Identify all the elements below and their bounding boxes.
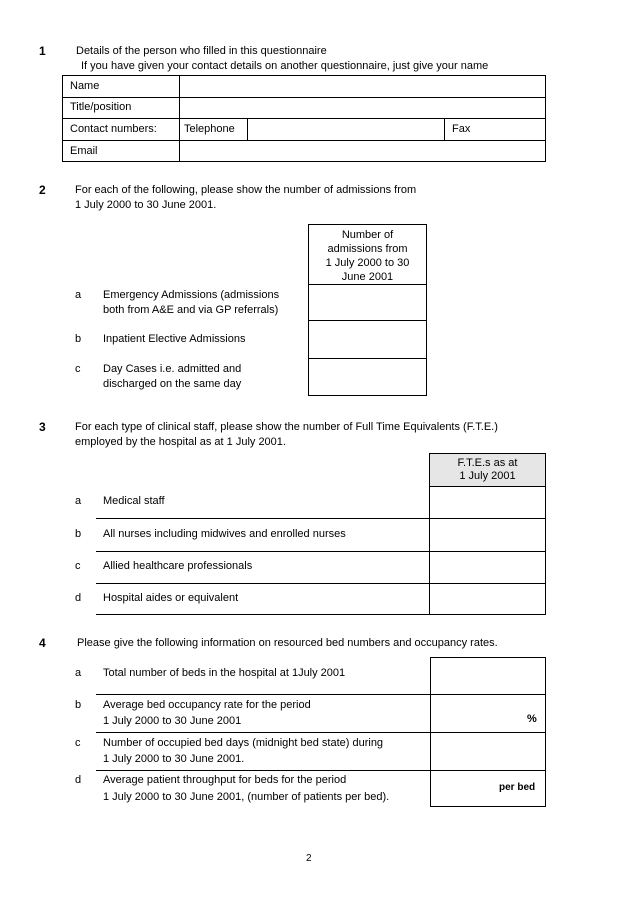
fte-header-text bbox=[430, 457, 545, 483]
row-divider bbox=[62, 140, 546, 141]
question-3-number: 3 bbox=[39, 420, 46, 434]
percent-unit: % bbox=[527, 713, 537, 725]
inpatient-elective-label: Inpatient Elective Admissions bbox=[103, 333, 246, 345]
row-divider bbox=[308, 320, 427, 321]
occupancy-rate-label: Average bed occupancy rate for the period bbox=[103, 699, 311, 711]
question-1-subtext: If you have given your contact details on another questionnaire, just give your name bbox=[81, 60, 489, 72]
email-field[interactable] bbox=[181, 142, 544, 161]
item-letter: a bbox=[75, 495, 82, 507]
email-label: Email bbox=[70, 145, 98, 157]
item-letter: b bbox=[75, 333, 82, 345]
admissions-column-header bbox=[309, 228, 426, 284]
title-position-field[interactable] bbox=[181, 99, 544, 117]
title-position-label: Title/position bbox=[70, 101, 132, 113]
row-divider bbox=[430, 770, 546, 771]
name-field[interactable] bbox=[181, 77, 544, 96]
item-letter: a bbox=[75, 667, 82, 679]
row-divider bbox=[429, 551, 546, 552]
item-letter: d bbox=[75, 592, 82, 604]
item-letter: c bbox=[75, 737, 81, 749]
item-letter: a bbox=[75, 289, 82, 301]
question-2-text: For each of the following, please show the number of admissions from bbox=[75, 184, 417, 196]
row-divider bbox=[308, 358, 427, 359]
question-2-number: 2 bbox=[39, 183, 46, 197]
row-divider bbox=[430, 732, 546, 733]
item-letter: d bbox=[75, 774, 82, 786]
item-letter: c bbox=[75, 363, 81, 375]
row-divider bbox=[308, 284, 427, 285]
item-letter: c bbox=[75, 560, 81, 572]
day-cases-label: Day Cases i.e. admitted and bbox=[103, 363, 242, 375]
question-4-number: 4 bbox=[39, 636, 46, 650]
medical-staff-label: Medical staff bbox=[103, 495, 165, 507]
row-rule bbox=[96, 583, 429, 584]
row-rule bbox=[96, 518, 429, 519]
emergency-admissions-sublabel: both from A&E and via GP referrals) bbox=[103, 304, 279, 316]
per-bed-unit: per bed bbox=[499, 782, 536, 793]
nurses-label: All nurses including midwives and enrolled nurses bbox=[103, 528, 346, 540]
row-rule bbox=[96, 732, 430, 733]
header-line: F.T.E.s as at bbox=[457, 457, 518, 469]
day-cases-sublabel: discharged on the same day bbox=[103, 378, 242, 390]
page-number: 2 bbox=[306, 853, 312, 864]
occupied-bed-days-field[interactable] bbox=[432, 734, 544, 769]
occupied-bed-days-label: Number of occupied bed days (midnight bed state) during bbox=[103, 737, 384, 749]
occupancy-rate-sublabel: 1 July 2000 to 30 June 2001 bbox=[103, 715, 242, 727]
fax-label: Fax bbox=[452, 123, 471, 135]
header-line: admissions from bbox=[327, 243, 408, 255]
row-rule bbox=[96, 614, 429, 615]
allied-professionals-field[interactable] bbox=[431, 553, 544, 582]
nurses-field[interactable] bbox=[431, 520, 544, 550]
emergency-admissions-field[interactable] bbox=[310, 286, 425, 319]
contact-numbers-label: Contact numbers: bbox=[70, 123, 157, 135]
emergency-admissions-label: Emergency Admissions (admissions bbox=[103, 289, 280, 301]
column-divider bbox=[179, 75, 180, 162]
row-divider bbox=[62, 97, 546, 98]
question-3-subtext: employed by the hospital as at 1 July 2001. bbox=[75, 436, 286, 448]
total-beds-label: Total number of beds in the hospital at 1July 2001 bbox=[103, 667, 346, 679]
occupied-bed-days-sublabel: 1 July 2000 to 30 June 2001. bbox=[103, 753, 245, 765]
patient-throughput-label: Average patient throughput for beds for the period bbox=[103, 774, 347, 786]
item-letter: b bbox=[75, 528, 82, 540]
row-divider bbox=[62, 118, 546, 119]
header-line: 1 July 2000 to 30 bbox=[325, 257, 410, 269]
header-line: Number of bbox=[341, 229, 394, 241]
question-3-text: For each type of clinical staff, please show the number of Full Time Equivalents (F.T.E.) bbox=[75, 421, 498, 433]
question-1-number: 1 bbox=[39, 44, 46, 58]
row-rule bbox=[96, 694, 430, 695]
row-divider bbox=[430, 694, 546, 695]
item-letter: b bbox=[75, 699, 82, 711]
header-line: 1 July 2001 bbox=[459, 470, 516, 482]
row-rule bbox=[96, 551, 429, 552]
row-divider bbox=[429, 583, 546, 584]
patient-throughput-sublabel: 1 July 2000 to 30 June 2001, (number of patients per bed). bbox=[103, 791, 390, 803]
column-divider bbox=[444, 118, 445, 140]
day-cases-field[interactable] bbox=[310, 360, 425, 395]
name-label: Name bbox=[70, 80, 100, 92]
medical-staff-field[interactable] bbox=[431, 488, 544, 517]
allied-professionals-label: Allied healthcare professionals bbox=[103, 560, 253, 572]
question-4-text: Please give the following information on resourced bed numbers and occupancy rates. bbox=[77, 637, 498, 649]
row-divider bbox=[429, 518, 546, 519]
column-divider bbox=[247, 118, 248, 140]
hospital-aides-label: Hospital aides or equivalent bbox=[103, 592, 239, 604]
question-1-text: Details of the person who filled in this questionnaire bbox=[76, 45, 327, 57]
inpatient-elective-field[interactable] bbox=[310, 322, 425, 357]
fax-field[interactable] bbox=[478, 120, 544, 139]
hospital-aides-field[interactable] bbox=[431, 585, 544, 613]
question-2-subtext: 1 July 2000 to 30 June 2001. bbox=[75, 199, 217, 211]
telephone-field[interactable] bbox=[249, 120, 443, 139]
row-rule bbox=[96, 770, 430, 771]
telephone-label: Telephone bbox=[184, 123, 235, 135]
total-beds-field[interactable] bbox=[432, 659, 544, 693]
header-line: June 2001 bbox=[341, 271, 394, 283]
